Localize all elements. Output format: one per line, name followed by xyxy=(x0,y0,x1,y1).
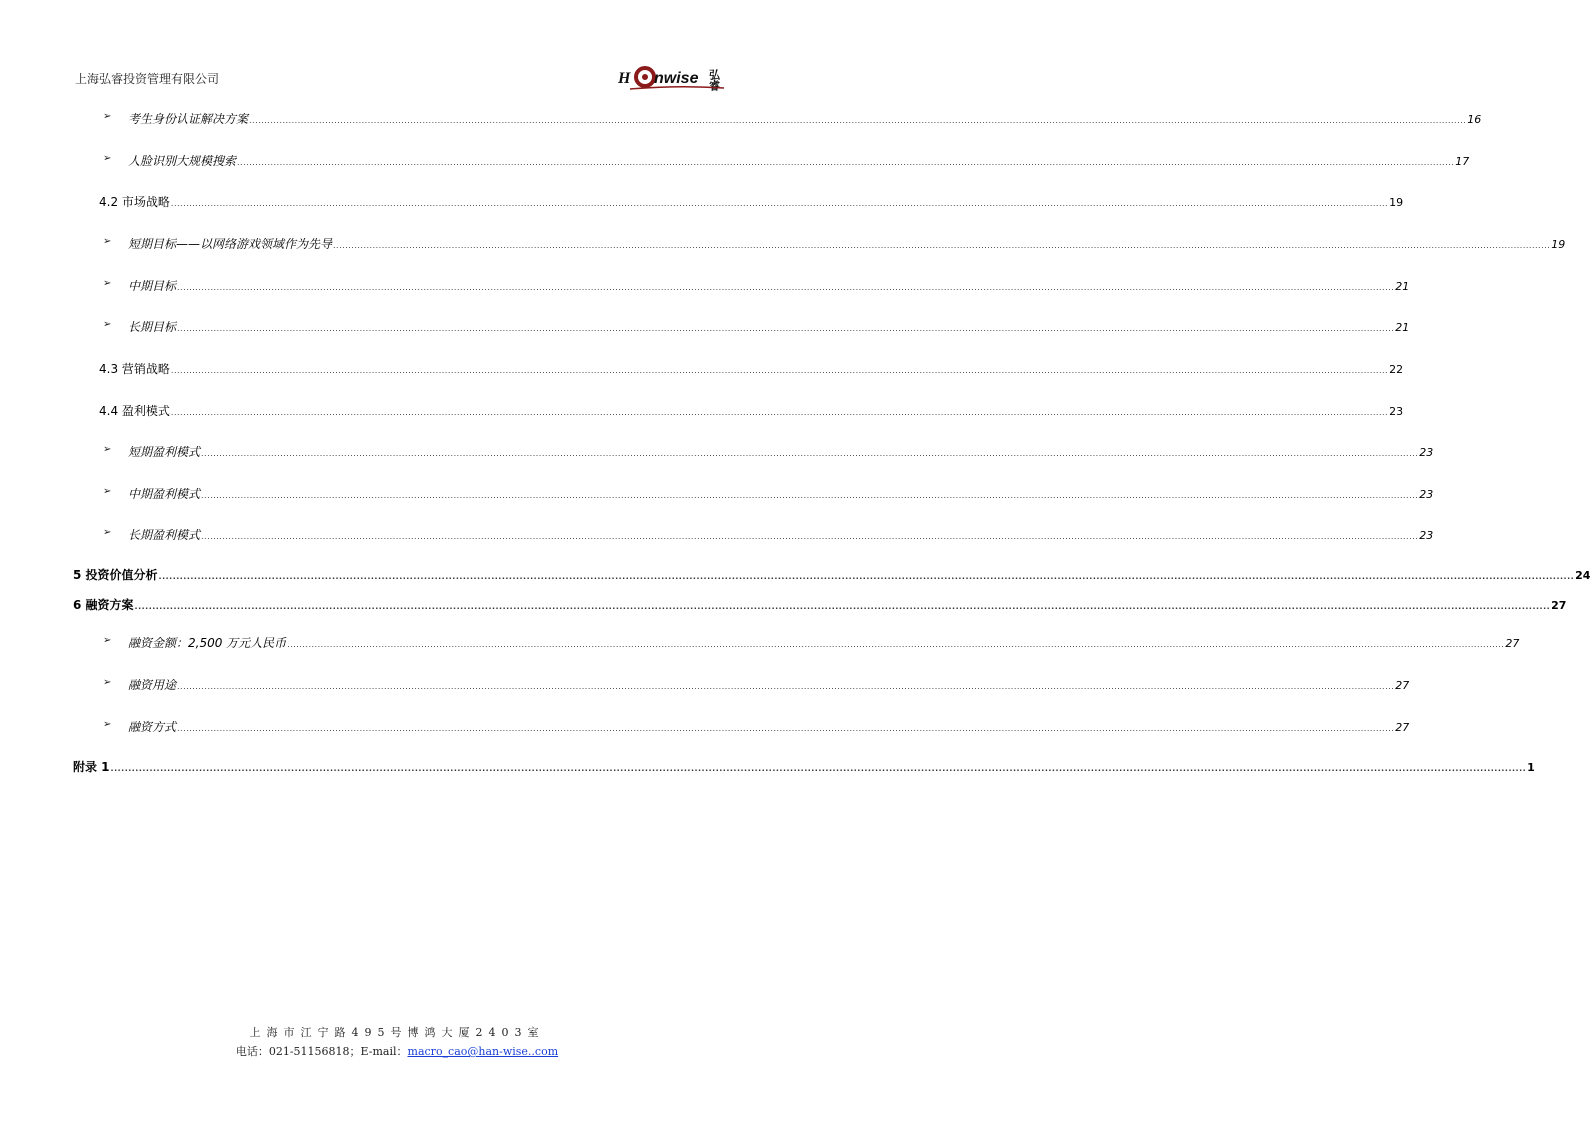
toc-entry-page-number: 16 xyxy=(1467,113,1482,126)
toc-entry[interactable] xyxy=(73,566,1590,584)
bullet-arrow-icon: ➢ xyxy=(103,527,112,538)
toc-entry[interactable] xyxy=(99,360,1404,378)
toc-entry-label: 短期盈利模式 xyxy=(128,445,201,459)
toc-entry[interactable] xyxy=(103,676,1410,694)
bullet-arrow-icon: ➢ xyxy=(103,486,112,497)
toc-entry[interactable] xyxy=(103,485,1434,503)
toc-entry[interactable] xyxy=(103,235,1566,253)
bullet-arrow-icon: ➢ xyxy=(103,677,112,688)
toc-entry-label: 融资用途 xyxy=(128,678,177,692)
toc-entry-page-number: 1 xyxy=(1527,761,1535,774)
page-footer xyxy=(0,1024,794,1059)
toc-dot-leader: ................................................................................................................................................................................................................................................................................................................................................................................................................ xyxy=(177,682,1395,691)
toc-entry-label: 中期盈利模式 xyxy=(128,487,201,501)
logo-wordmark: nwise xyxy=(654,70,699,87)
toc-entry-label: 4.4 盈利模式 xyxy=(99,404,170,418)
toc-dot-leader: ................................................................................................................................................................................................................................................................................................................................................................................................................ xyxy=(237,158,1455,167)
toc-entry-label: 附录 1 xyxy=(73,760,110,774)
toc-entry-label: 中期目标 xyxy=(128,279,177,293)
toc-entry[interactable] xyxy=(103,718,1410,736)
toc-dot-leader: ................................................................................................................................................................................................................................................................................................................................................................................................................ xyxy=(177,724,1395,733)
toc-entry-label: 融资方式 xyxy=(128,720,177,734)
toc-entry-label: 4.3 营销战略 xyxy=(99,362,170,376)
bullet-arrow-icon: ➢ xyxy=(103,319,112,330)
bullet-arrow-icon: ➢ xyxy=(103,635,112,646)
toc-entry[interactable] xyxy=(103,152,1470,170)
bullet-arrow-icon: ➢ xyxy=(103,444,112,455)
toc-entry-page-number: 27 xyxy=(1395,721,1410,734)
logo-chinese: 弘睿 xyxy=(707,69,721,91)
toc-entry[interactable] xyxy=(103,318,1410,336)
toc-entry-label: 4.2 市场战略 xyxy=(99,195,170,209)
toc-dot-leader: ................................................................................................................................................................................................................................................................................................................................................................................................................ xyxy=(177,283,1395,292)
footer-contact xyxy=(0,1043,794,1059)
bullet-arrow-icon: ➢ xyxy=(103,111,112,122)
toc-dot-leader: ................................................................................................................................................................................................................................................................................................................................................................................................................ xyxy=(201,491,1419,500)
toc-entry-label: 考生身份认证解决方案 xyxy=(128,112,249,126)
header-company-name: 上海弘睿投资管理有限公司 xyxy=(75,72,220,86)
footer-address: 上海市江宁路495号博鸿大厦2403室 xyxy=(249,1026,545,1039)
toc-entry-page-number: 19 xyxy=(1551,238,1566,251)
toc-entry-page-number: 23 xyxy=(1419,529,1434,542)
toc-dot-leader: ................................................................................................................................................................................................................................................................................................................................................................................................................ xyxy=(333,241,1551,250)
toc-dot-leader: ................................................................................................................................................................................................................................................................................................................................................................................................................ xyxy=(134,602,1551,611)
toc-dot-leader: ................................................................................................................................................................................................................................................................................................................................................................................................................ xyxy=(201,449,1419,458)
toc-dot-leader: ................................................................................................................................................................................................................................................................................................................................................................................................................ xyxy=(170,408,1389,417)
toc-dot-leader: ................................................................................................................................................................................................................................................................................................................................................................................................................ xyxy=(170,366,1389,375)
toc-entry-label: 人脸识别大规模搜索 xyxy=(128,154,237,168)
company-logo xyxy=(618,55,730,95)
toc-entry-page-number: 27 xyxy=(1395,679,1410,692)
toc-entry-label: 长期目标 xyxy=(128,320,177,334)
toc-entry-label: 短期目标——以网络游戏领域作为先导 xyxy=(128,237,333,251)
toc-entry-label: 长期盈利模式 xyxy=(128,528,201,542)
toc-entry[interactable] xyxy=(73,596,1567,614)
toc-entry-label: 融资金额：2,500 万元人民币 xyxy=(128,636,287,650)
toc-entry[interactable] xyxy=(103,277,1410,295)
footer-email-link[interactable]: macro_cao@han-wise..com xyxy=(407,1045,559,1058)
toc-entry-page-number: 17 xyxy=(1455,155,1470,168)
footer-phone: 电话：021-51156818；E-mail： xyxy=(235,1045,408,1058)
toc-dot-leader: ................................................................................................................................................................................................................................................................................................................................................................................................................ xyxy=(158,572,1575,581)
toc-entry-page-number: 27 xyxy=(1505,637,1520,650)
toc-dot-leader: ................................................................................................................................................................................................................................................................................................................................................................................................................ xyxy=(170,199,1389,208)
toc-entry-label: 6 融资方案 xyxy=(73,598,134,612)
bullet-arrow-icon: ➢ xyxy=(103,278,112,289)
toc-entry-page-number: 23 xyxy=(1419,488,1434,501)
toc-dot-leader: ................................................................................................................................................................................................................................................................................................................................................................................................................ xyxy=(249,116,1467,125)
bullet-arrow-icon: ➢ xyxy=(103,719,112,730)
toc-dot-leader: ................................................................................................................................................................................................................................................................................................................................................................................................................ xyxy=(201,532,1419,541)
logo-letter: H xyxy=(618,70,631,87)
toc-entry-page-number: 24 xyxy=(1575,569,1590,582)
toc-entry-page-number: 23 xyxy=(1419,446,1434,459)
toc-entry-page-number: 23 xyxy=(1389,405,1404,418)
toc-dot-leader: ................................................................................................................................................................................................................................................................................................................................................................................................................ xyxy=(177,324,1395,333)
toc-entry-page-number: 21 xyxy=(1395,280,1410,293)
bullet-arrow-icon: ➢ xyxy=(103,236,112,247)
toc-entry[interactable] xyxy=(99,402,1404,420)
toc-dot-leader: ................................................................................................................................................................................................................................................................................................................................................................................................................ xyxy=(110,764,1527,773)
toc-entry[interactable] xyxy=(73,758,1535,776)
toc-entry-page-number: 19 xyxy=(1389,196,1404,209)
toc-entry[interactable] xyxy=(103,634,1520,652)
toc-entry-page-number: 21 xyxy=(1395,321,1410,334)
toc-entry-label: 5 投资价值分析 xyxy=(73,568,158,582)
toc-entry[interactable] xyxy=(103,110,1482,128)
bullet-arrow-icon: ➢ xyxy=(103,153,112,164)
toc-entry-page-number: 22 xyxy=(1389,363,1404,376)
toc-entry[interactable] xyxy=(103,526,1434,544)
toc-dot-leader: ................................................................................................................................................................................................................................................................................................................................................................................................................ xyxy=(287,640,1505,649)
toc-entry[interactable] xyxy=(103,443,1434,461)
toc-entry-page-number: 27 xyxy=(1551,599,1567,612)
toc-entry[interactable] xyxy=(99,193,1404,211)
